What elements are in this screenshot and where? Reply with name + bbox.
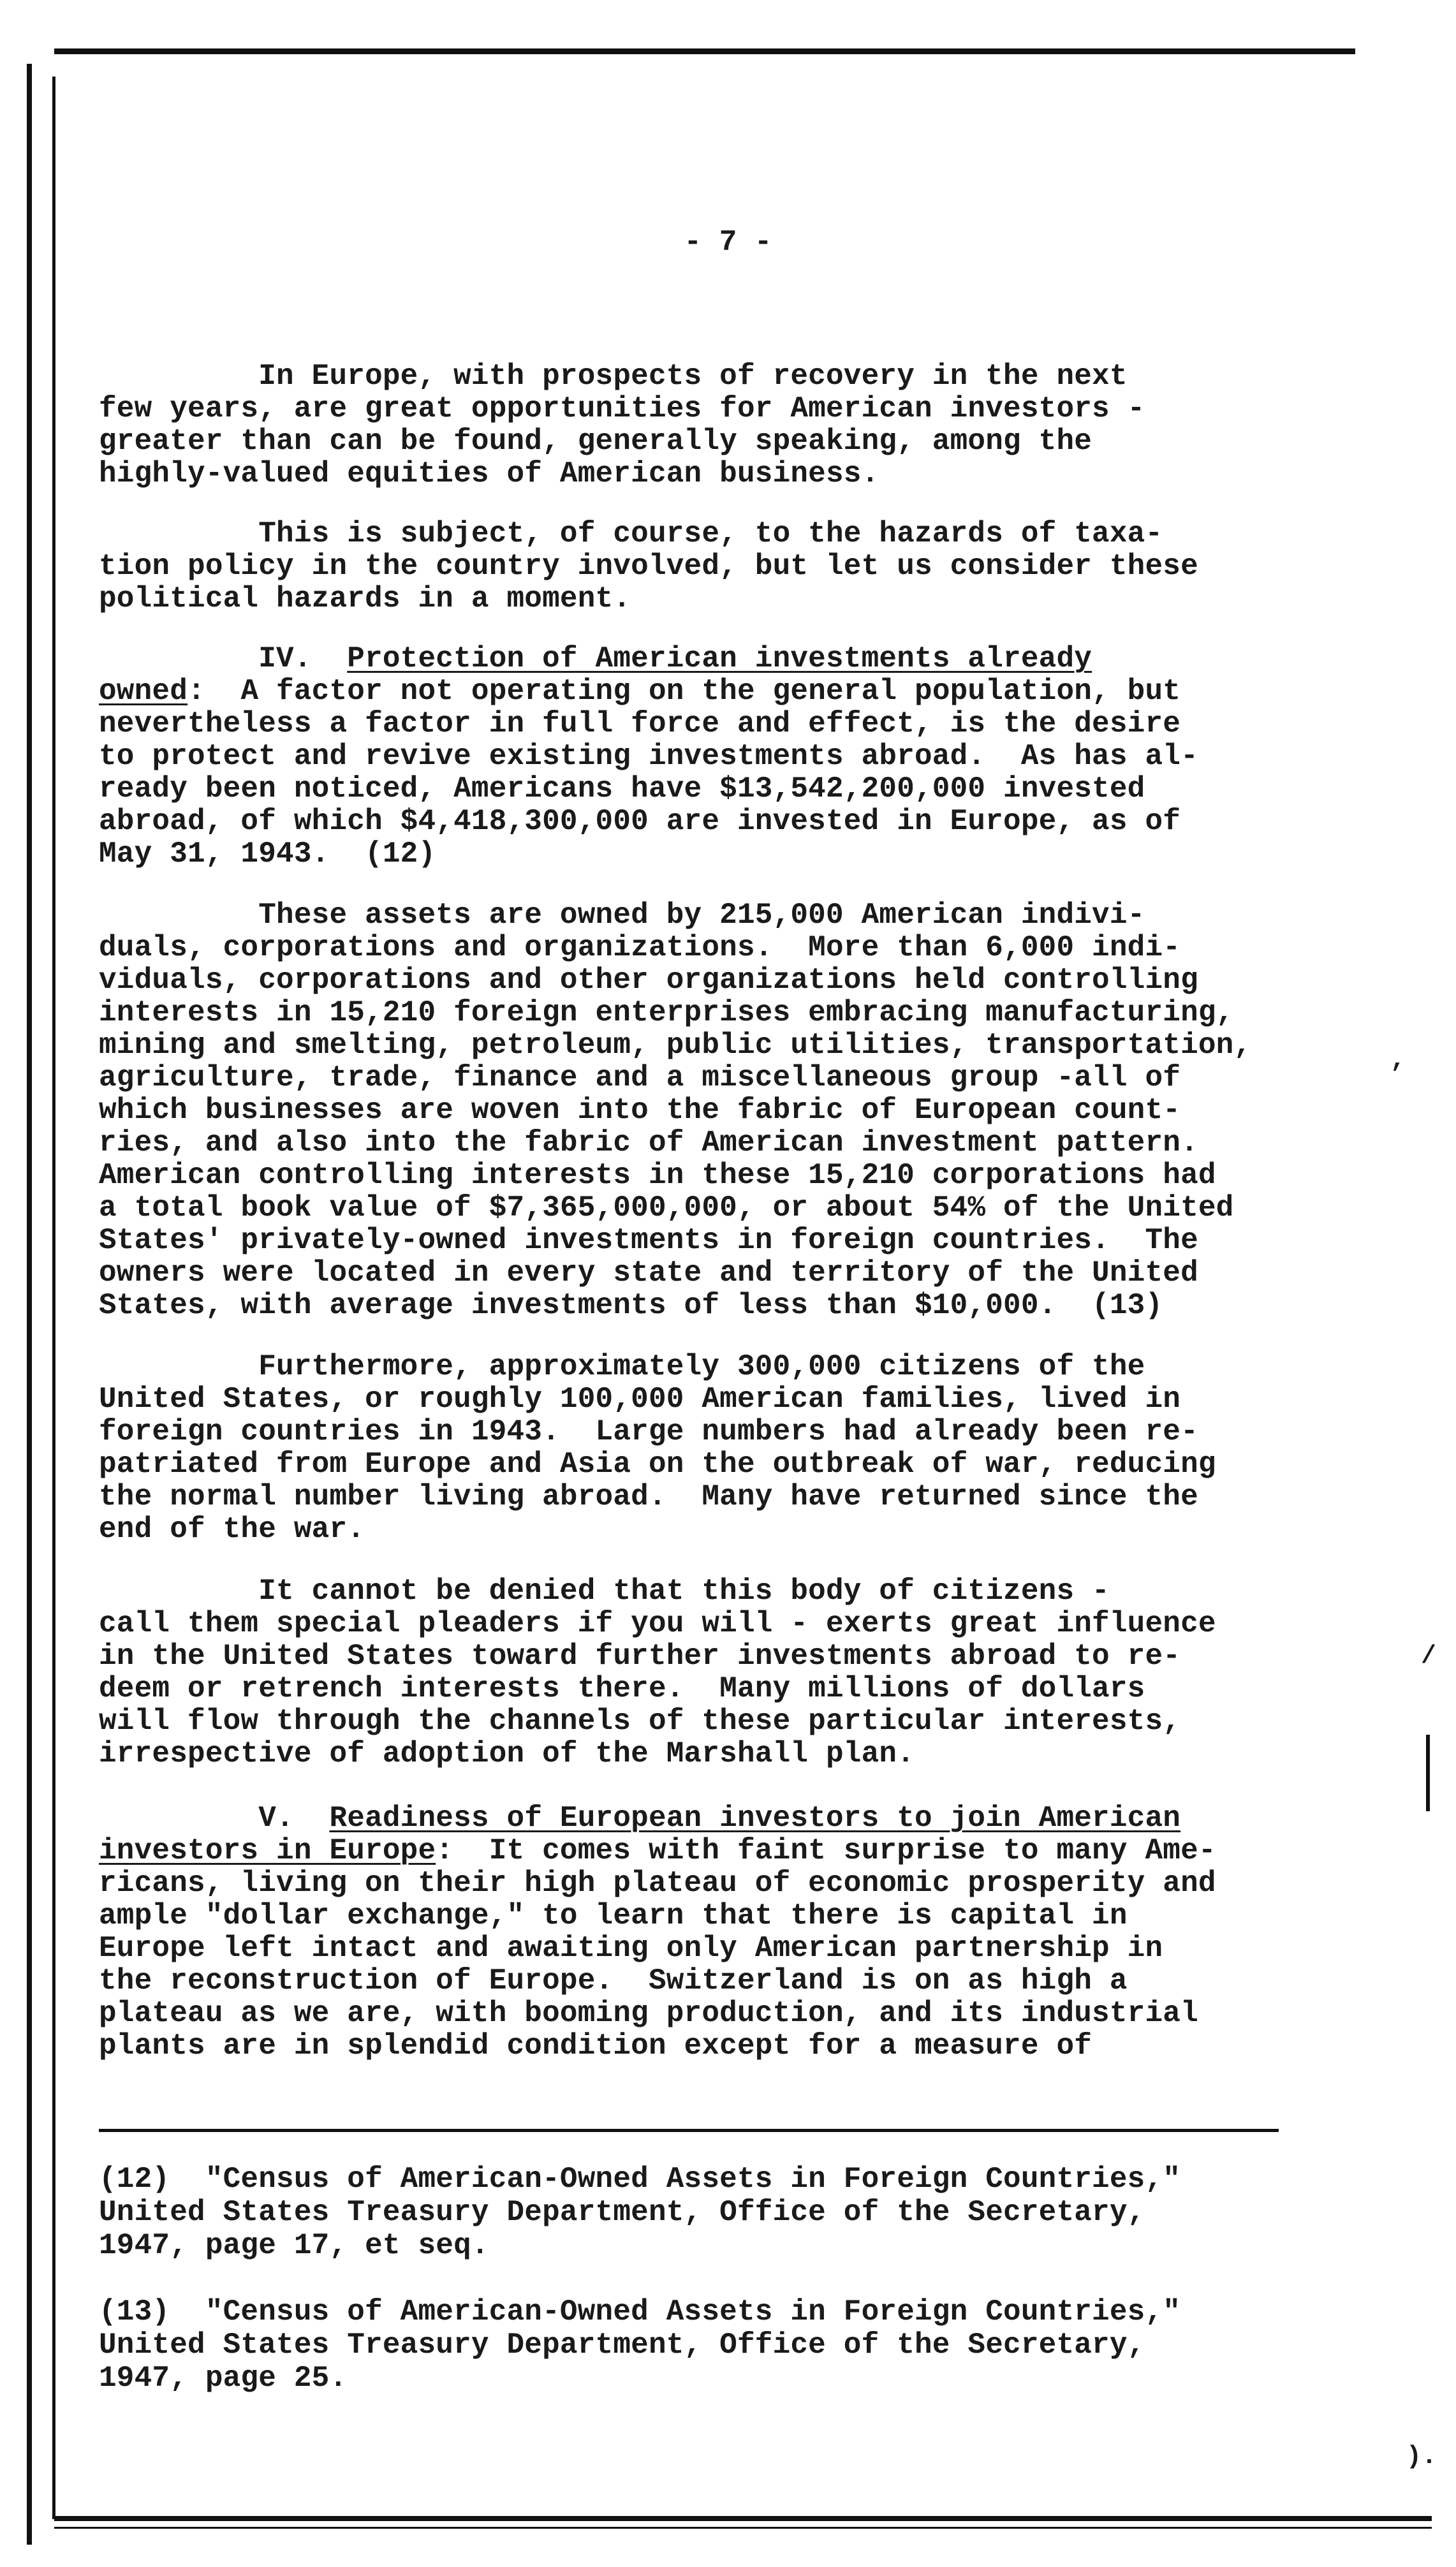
text-line: ample "dollar exchange," to learn that there is capital in xyxy=(99,1899,1128,1932)
footnote-line: 1947, page 17, et seq. xyxy=(99,2229,489,2262)
left-border-rule-outer xyxy=(27,64,32,2545)
section-heading-line xyxy=(99,643,1400,675)
top-border-rule xyxy=(54,48,1355,54)
text-line: owners were located in every state and territory of the United xyxy=(99,1256,1198,1290)
text-line: will flow through the channels of these particular interests, xyxy=(99,1705,1181,1738)
paragraph-citizens-abroad xyxy=(99,1351,1400,1546)
section-heading-continuation: owned xyxy=(99,675,188,708)
text-line: ready been noticed, Americans have $13,542,200,000 invested xyxy=(99,772,1145,805)
text-line: political hazards in a moment. xyxy=(99,582,631,615)
text-line: Europe left intact and awaiting only American partnership in xyxy=(99,1932,1163,1965)
text-line: foreign countries in 1943. Large numbers had already been re- xyxy=(99,1415,1198,1448)
section-heading-line xyxy=(99,1802,1400,1835)
text-line: interests in 15,210 foreign enterprises embracing manufacturing, xyxy=(99,996,1234,1029)
text-line xyxy=(99,1835,1400,1867)
bottom-border-rule-thin xyxy=(54,2527,1432,2529)
margin-mark: , xyxy=(1390,1046,1406,1075)
text-line: American controlling interests in these 15,210 corporations had xyxy=(99,1159,1216,1192)
text-line: Furthermore, approximately 300,000 citizens of the xyxy=(99,1350,1145,1383)
text-line: in the United States toward further investments abroad to re- xyxy=(99,1640,1181,1673)
text-line: ries, and also into the fabric of American investment pattern. xyxy=(99,1126,1198,1159)
text-line: which businesses are woven into the fabric of European count- xyxy=(99,1094,1181,1127)
text-line: United States, or roughly 100,000 American families, lived in xyxy=(99,1383,1181,1416)
text-line: abroad, of which $4,418,300,000 are invested in Europe, as of xyxy=(99,805,1181,838)
text-line: few years, are great opportunities for American investors - xyxy=(99,392,1145,425)
paragraph-taxation-hazards xyxy=(99,518,1400,615)
text-line xyxy=(99,675,1400,708)
footnote-separator xyxy=(99,2129,1279,2132)
text-line: irrespective of adoption of the Marshall plan. xyxy=(99,1737,915,1770)
text-line: States, with average investments of less than $10,000. (13) xyxy=(99,1289,1163,1322)
text-line: deem or retrench interests there. Many millions of dollars xyxy=(99,1672,1145,1705)
footnote-line: 1947, page 25. xyxy=(99,2362,348,2395)
text-line: In Europe, with prospects of recovery in the next xyxy=(99,360,1128,393)
bottom-border-rule xyxy=(54,2516,1432,2521)
text-line: This is subject, of course, to the hazards of taxa- xyxy=(99,517,1163,550)
heading-number: IV. xyxy=(99,642,348,675)
text-line: call them special pleaders if you will - exerts great influence xyxy=(99,1607,1216,1640)
text-line: plants are in splendid condition except for a measure of xyxy=(99,2029,1092,2063)
section-iv-protection xyxy=(99,643,1400,871)
heading-number: V. xyxy=(99,1802,330,1835)
text-line: These assets are owned by 215,000 American indivi- xyxy=(99,899,1145,932)
text-line: plateau as we are, with booming production, and its industrial xyxy=(99,1997,1198,2030)
heading-line-rest: : A factor not operating on the general population, but xyxy=(188,675,1181,708)
margin-scan-stroke xyxy=(1426,1735,1430,1811)
footnote-12 xyxy=(99,2163,1400,2263)
text-line: States' privately-owned investments in foreign countries. The xyxy=(99,1224,1198,1257)
footnote-line: (12) "Census of American-Owned Assets in Foreign Countries," xyxy=(99,2163,1181,2196)
text-line: ricans, living on their high plateau of economic prosperity and xyxy=(99,1867,1216,1900)
paragraph-special-pleaders xyxy=(99,1575,1400,1770)
page-number: - 7 - xyxy=(684,226,772,259)
footnote-13 xyxy=(99,2296,1400,2395)
paragraph-europe-opportunities xyxy=(99,360,1400,490)
paragraph-assets-owned xyxy=(99,899,1400,1322)
text-line: viduals, corporations and other organizations held controlling xyxy=(99,964,1198,997)
text-line: May 31, 1943. (12) xyxy=(99,837,436,871)
heading-line-rest: : It comes with faint surprise to many Ame- xyxy=(436,1834,1216,1867)
section-heading-continuation: investors in Europe xyxy=(99,1834,436,1867)
text-line: It cannot be denied that this body of citizens - xyxy=(99,1575,1110,1608)
text-line: nevertheless a factor in full force and effect, is the desire xyxy=(99,707,1181,740)
left-border-rule-inner xyxy=(52,77,55,2519)
section-heading: Protection of American investments already xyxy=(347,642,1092,675)
footnote-line: (13) "Census of American-Owned Assets in Foreign Countries," xyxy=(99,2295,1181,2328)
section-v-readiness xyxy=(99,1802,1400,2063)
text-line: patriated from Europe and Asia on the outbreak of war, reducing xyxy=(99,1448,1216,1481)
text-line: duals, corporations and organizations. More than 6,000 indi- xyxy=(99,931,1181,964)
text-line: greater than can be found, generally speaking, among the xyxy=(99,425,1092,458)
text-line: end of the war. xyxy=(99,1513,365,1546)
text-line: to protect and revive existing investments abroad. As has al- xyxy=(99,740,1198,773)
section-heading: Readiness of European investors to join American xyxy=(329,1802,1181,1835)
text-line: agriculture, trade, finance and a miscellaneous group -all of xyxy=(99,1061,1181,1094)
margin-mark: ). xyxy=(1406,2443,1438,2471)
text-line: the normal number living abroad. Many have returned since the xyxy=(99,1480,1198,1513)
margin-mark: / xyxy=(1421,1642,1437,1671)
text-line: the reconstruction of Europe. Switzerland is on as high a xyxy=(99,1964,1128,1997)
text-line: a total book value of $7,365,000,000, or about 54% of the United xyxy=(99,1191,1234,1225)
text-line: mining and smelting, petroleum, public utilities, transportation, xyxy=(99,1029,1252,1062)
text-line: tion policy in the country involved, but let us consider these xyxy=(99,550,1198,583)
footnote-line: United States Treasury Department, Office of the Secretary, xyxy=(99,2196,1145,2229)
footnote-line: United States Treasury Department, Office of the Secretary, xyxy=(99,2328,1145,2362)
text-line: highly-valued equities of American business. xyxy=(99,457,879,490)
